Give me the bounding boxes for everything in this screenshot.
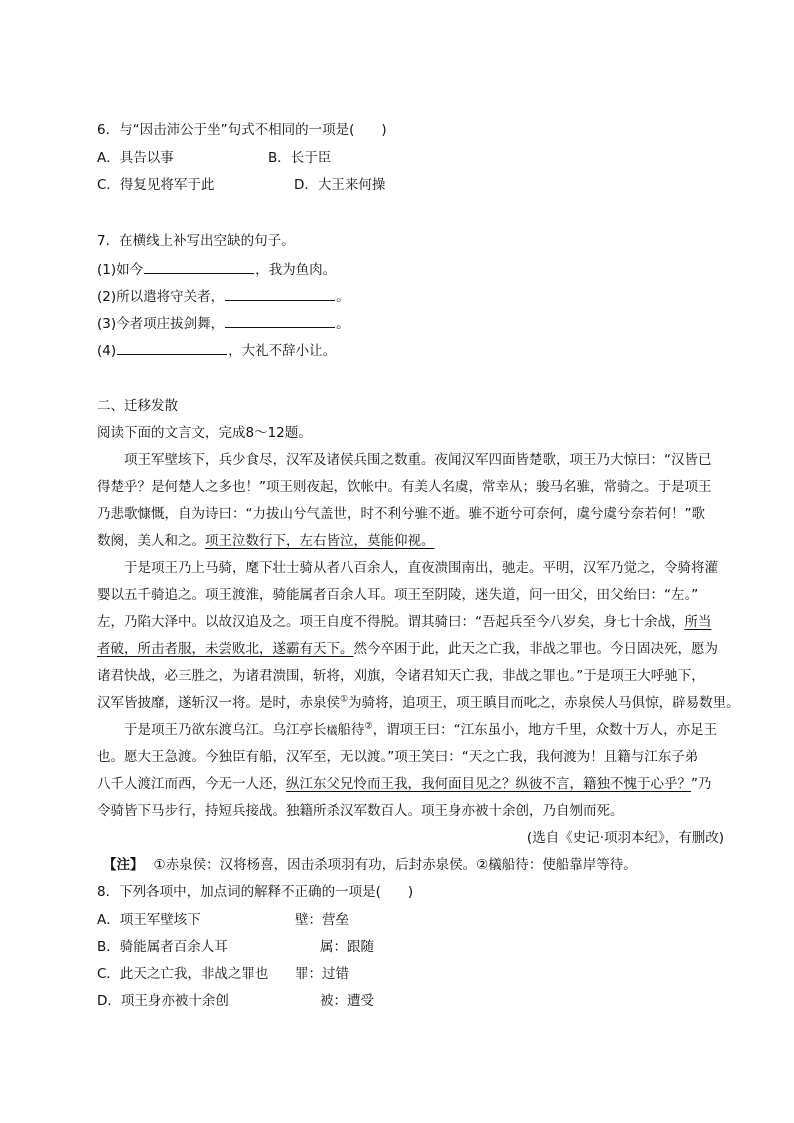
- q8-option-d-item: D．项王身亦被十余创: [97, 993, 229, 1009]
- passage-p1-line-3: 乃悲歌慷慨，自为诗曰：“力拔山兮气盖世，时不利兮骓不逝。骓不逝兮可奈何，虞兮虞兮奈若何！”歌: [97, 506, 705, 522]
- passage-p1-line-4: [97, 531, 435, 551]
- q6-option-b: B．长于臣: [268, 150, 332, 166]
- q8-option-a-item: A．项王军壁垓下: [97, 912, 201, 928]
- notes-label: 【注】: [103, 857, 144, 873]
- passage-p3-line-1: [124, 720, 717, 741]
- q6-option-a: A．具告以事: [97, 150, 174, 166]
- fill-blank[interactable]: [144, 259, 254, 274]
- passage-source: (选自《史记·项羽本纪》，有删改): [526, 830, 724, 846]
- q8-option-d-expl: 被：遭受: [320, 993, 374, 1009]
- q8-option-a-expl: 壁：营垒: [295, 912, 349, 928]
- fill-blank[interactable]: [225, 286, 335, 301]
- q8-stem: 8．下列各项中，加点词的解释不正确的一项是( ): [97, 884, 414, 900]
- q8-option-b-item: B．骑能属者百余人耳: [97, 939, 228, 955]
- passage-text: 左，乃陷大泽中。以故汉追及之。项王自度不得脱。谓其骑曰：“吾起兵至今八岁矣，身七十余战，: [97, 614, 685, 630]
- passage-p2-line-5: 诸君快战，必三胜之，为诸君溃围，斩将，刈旗，令诸君知天亡我，非战之罪也。”于是项王大呼驰下，: [97, 668, 705, 684]
- q7-s2-pre: (2)所以遣将守关者，: [97, 289, 225, 305]
- section-heading: 二、迁移发散: [97, 398, 178, 414]
- q7-s1-post: ，我为鱼肉。: [255, 262, 337, 278]
- rare-character: 檥: [326, 724, 338, 737]
- passage-p2-line-1: 于是项王乃上马骑，麾下壮士骑从者八百余人，直夜溃围南出，驰走。平明，汉军乃觉之，令骑将灌: [124, 560, 718, 576]
- passage-text: 数阕，美人和之。: [97, 533, 205, 549]
- passage-p3-line-3: [97, 774, 712, 794]
- passage-p2-line-2: 婴以五千骑追之。项王渡淮，骑能属者百余人耳。项王至阴陵，迷失道，问一田父，田父绐曰：“左。”: [97, 587, 699, 603]
- q7-s1-pre: (1)如今: [97, 262, 144, 278]
- underlined-sentence: 项王泣数行下，左右皆泣，莫能仰视。: [205, 533, 435, 549]
- passage-text: 于是项王乃欲东渡乌江。乌江亭长: [124, 722, 327, 738]
- q8-option-b-expl: 属：跟随: [320, 939, 374, 955]
- q7-stem: 7．在横线上补写出空缺的句子。: [97, 233, 295, 249]
- q8-option-c-expl: 罪：过错: [295, 966, 349, 982]
- passage-p2-line-4: [97, 639, 718, 659]
- passage-text: 为骑将，追项王，项王瞋目而叱之，赤泉侯人马俱惊，辟易数里。: [348, 695, 740, 711]
- q7-s4-post: ，大礼不辞小让。: [228, 343, 337, 359]
- q7-sentence-4: [97, 340, 336, 361]
- q7-s3-pre: (3)今者项庄拔剑舞，: [97, 316, 225, 332]
- q6-stem: 6．与“因击沛公于坐”句式不相同的一项是( ): [97, 122, 387, 138]
- passage-text: 八千人渡江而西，今无一人还，: [97, 776, 286, 792]
- underlined-sentence: 所当: [684, 614, 712, 630]
- passage-p1-line-2: 得楚乎？是何楚人之多也！”项王则夜起，饮帐中。有美人名虞，常幸从；骏马名骓，常骑之。于是项王: [97, 479, 712, 495]
- q6-option-d: D．大王来何操: [294, 177, 386, 193]
- q7-sentence-3: [97, 313, 350, 334]
- q7-sentence-1: [97, 259, 336, 280]
- q7-sentence-2: [97, 286, 350, 307]
- passage-text: ，谓项王曰：“江东虽小，地方千里，众数十万人，亦足王: [372, 722, 718, 738]
- passage-p1-line-1: 项王军壁垓下，兵少食尽，汉军及诸侯兵围之数重。夜闻汉军四面皆楚歌，项王乃大惊曰：“汉皆已: [124, 452, 712, 468]
- passage-p3-line-4: 令骑皆下马步行，持短兵接战。独籍所杀汉军数百人。项王身亦被十余创，乃自刎而死。: [97, 803, 624, 819]
- q7-s2-post: 。: [336, 289, 350, 305]
- passage-text: 然今卒困于此，此天之亡我，非战之罪也。今日固决死，愿为: [353, 641, 718, 657]
- section-instruction: 阅读下面的文言文，完成8～12题。: [97, 425, 312, 441]
- passage-p2-line-3: [97, 612, 712, 632]
- q7-s3-post: 。: [336, 316, 350, 332]
- passage-p2-line-6: [97, 693, 740, 713]
- passage-text: 汉军皆披靡，遂斩汉一将。是时，赤泉侯: [97, 695, 340, 711]
- notes: [103, 855, 637, 875]
- q6-option-c: C．得复见将军于此: [97, 177, 215, 193]
- passage-p3-line-2: 也。愿大王急渡。今独臣有船，汉军至，无以渡。”项王笑曰：“天之亡我，我何渡为！且籍与江东子弟: [97, 749, 699, 765]
- fill-blank[interactable]: [225, 313, 335, 328]
- underlined-sentence: 者破，所击者服，未尝败北，遂霸有天下。: [97, 641, 354, 657]
- underlined-sentence: 纵江东父兄怜而王我，我何面目见之？纵彼不言，籍独不愧于心乎？: [286, 776, 691, 792]
- q7-s4-pre: (4): [97, 343, 117, 359]
- footnote-marker: ①: [340, 694, 349, 705]
- footnote-marker: ②: [364, 721, 373, 732]
- fill-blank[interactable]: [117, 340, 227, 355]
- notes-text: ①赤泉侯：汉将杨喜，因击杀项羽有功，后封赤泉侯。②檥船待：使船靠岸等待。: [153, 857, 637, 873]
- q8-option-c-item: C．此天之亡我，非战之罪也: [97, 966, 269, 982]
- passage-text: ”乃: [691, 776, 712, 792]
- passage-text: 船待: [337, 722, 365, 738]
